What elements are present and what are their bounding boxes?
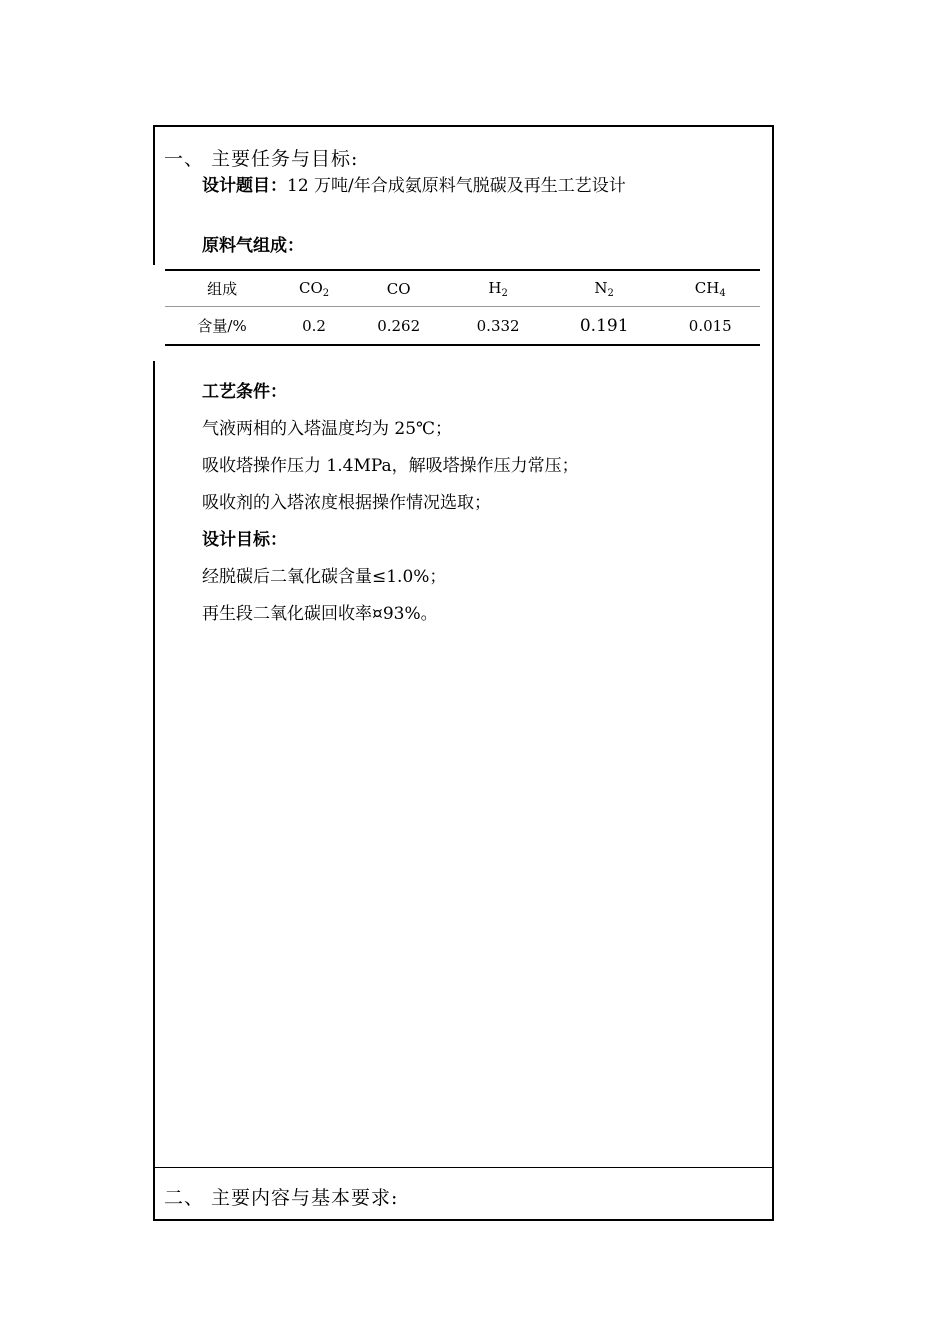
design-goals-label: 设计目标： [202,530,287,550]
condition-item: 吸收塔操作压力 1.4MPa，解吸塔操作压力常压； [202,456,579,476]
header-col-ch4: $CH_4$ [661,270,760,307]
table-row [165,307,760,346]
value-ch4: 0.015 [661,307,760,346]
header-col-h2: $H_2$ [448,270,547,307]
section2-heading: 二、 主要内容与基本要求: [164,1187,399,1209]
process-conditions-label: 工艺条件： [202,382,287,402]
row-label: 含量/% [165,307,279,346]
section-divider [155,1167,772,1168]
task-form-frame [153,125,774,1221]
design-topic-value: 12 万吨/年合成氨原料气脱碳及再生工艺设计 [287,176,626,196]
design-topic-label: 设计题目： [202,176,287,196]
value-co2: 0.2 [279,307,349,346]
design-topic [202,171,626,196]
header-label: 组成 [165,270,279,307]
header-col-co: CO [349,270,448,307]
header-col-n2: $N_2$ [548,270,661,307]
condition-item: 吸收剂的入塔浓度根据操作情况选取； [202,493,491,513]
goal-item: 再生段二氧化碳回收率¤93%。 [202,604,438,624]
feed-gas-composition-table [165,269,760,346]
value-co: 0.262 [349,307,448,346]
table-header-row [165,270,760,307]
section1-heading: 一、 主要任务与目标: [164,148,359,170]
value-n2: 0.191 [548,307,661,346]
value-h2: 0.332 [448,307,547,346]
header-col-co2: $CO_2$ [279,270,349,307]
condition-item: 气液两相的入塔温度均为 25℃； [202,419,453,439]
feed-gas-label: 原料气组成： [202,236,304,256]
frame-border-gap [152,265,158,361]
goal-item: 经脱碳后二氧化碳含量≤1.0%； [202,567,447,587]
